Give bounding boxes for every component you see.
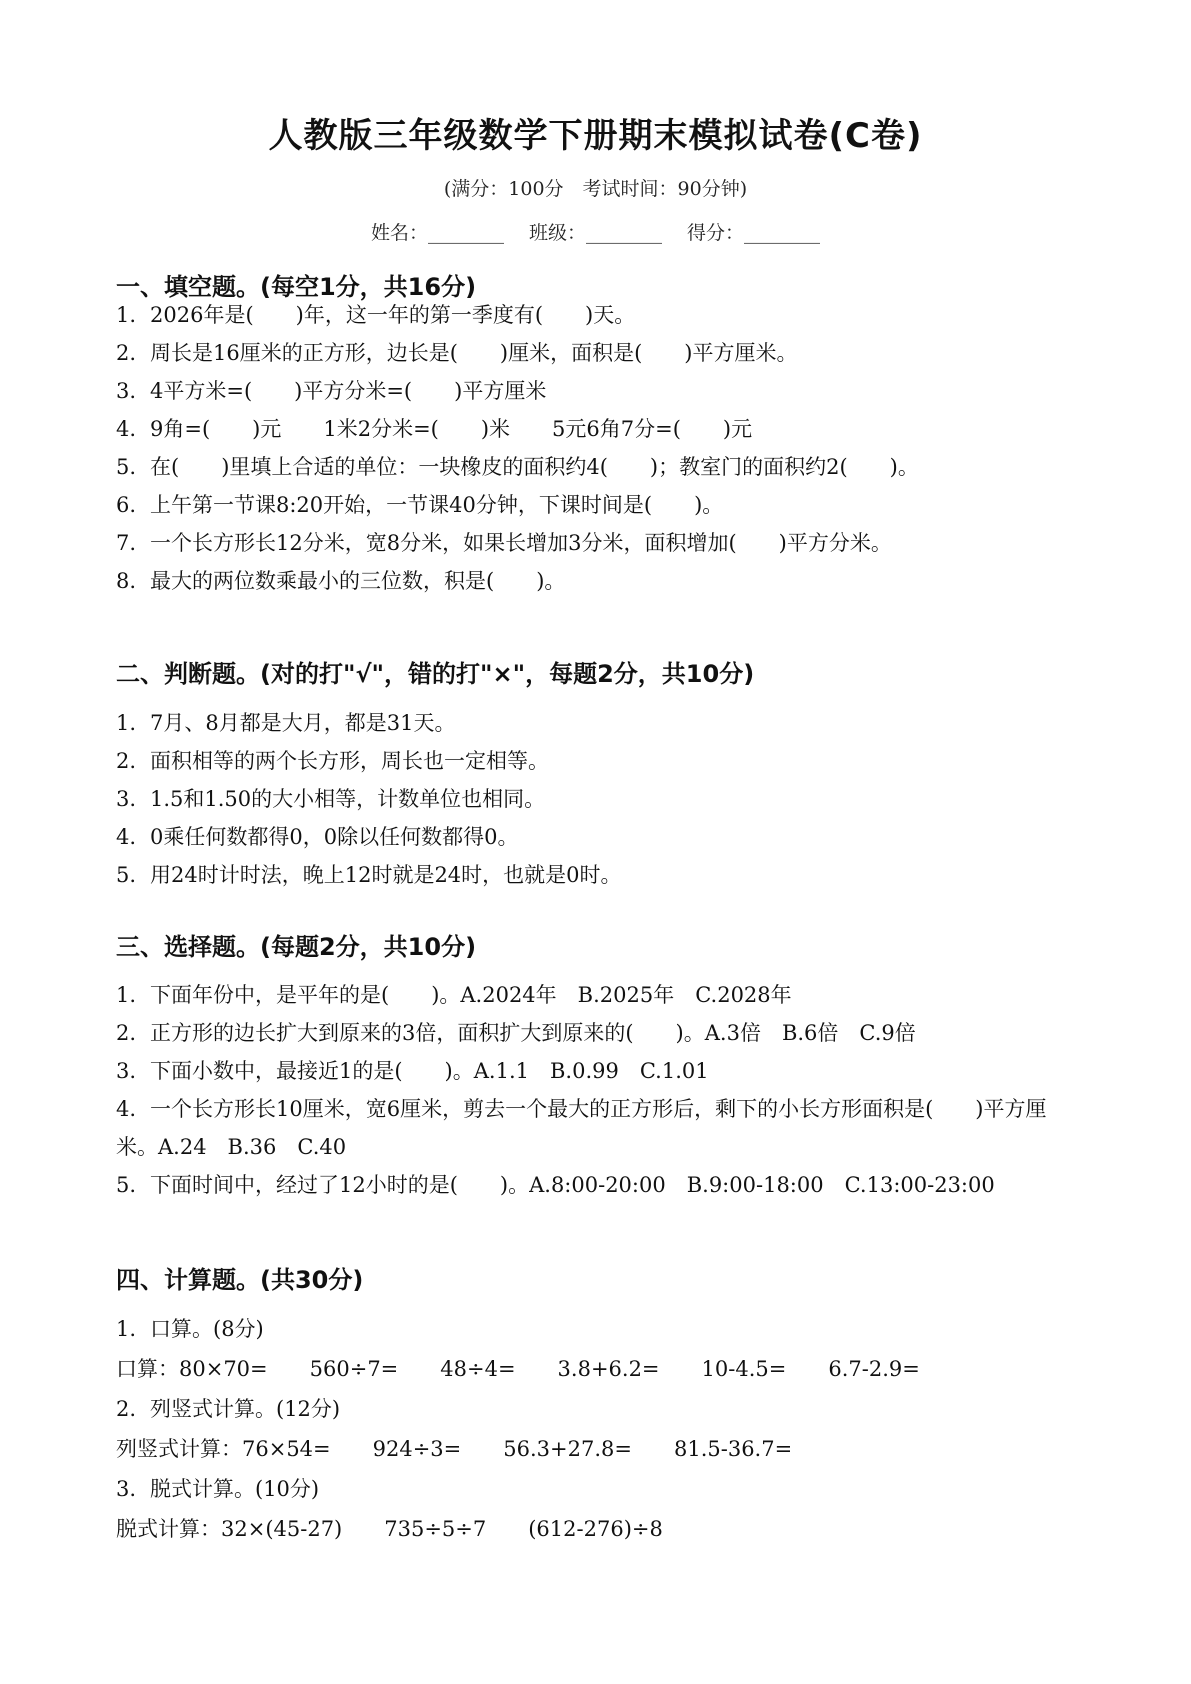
question-text: 9角=( )元 1米2分米=( )米 5元6角7分=( )元 (150, 417, 753, 441)
question-item (116, 448, 1076, 486)
calc-line: 脱式计算：32×(45-27) 735÷5÷7 (612-276)÷8 (116, 1517, 663, 1541)
question-text: 周长是16厘米的正方形，边长是( )厘米，面积是( )平方厘米。 (150, 341, 798, 365)
question-item (116, 1052, 1076, 1090)
question-text: 0乘任何数都得0，0除以任何数都得0。 (150, 825, 519, 849)
question-number: 1. (116, 711, 137, 735)
question-item (116, 524, 1076, 562)
student-info-line: 姓名：________ 班级：________ 得分：________ (370, 222, 821, 244)
question-item (116, 856, 1076, 894)
question-item (116, 410, 1076, 448)
question-item (116, 1014, 1076, 1052)
question-number: 6. (116, 493, 137, 517)
question-number: 5. (116, 1173, 137, 1197)
question-item (116, 976, 1076, 1014)
question-text: 上午第一节课8:20开始，一节课40分钟，下课时间是( )。 (150, 493, 724, 517)
question-text: 2026年是( )年，这一年的第一季度有( )天。 (150, 303, 636, 327)
question-text: 1.5和1.50的大小相等，计数单位也相同。 (150, 787, 546, 811)
section-heading: 四、计算题。(共30分) (116, 1266, 364, 1294)
question-text: 下面年份中，是平年的是( )。A.2024年 B.2025年 C.2028年 (150, 983, 792, 1007)
question-item (116, 818, 1076, 856)
question-number: 5. (116, 455, 137, 479)
question-item (116, 1390, 1076, 1428)
question-text: 用24时计时法，晚上12时就是24时，也就是0时。 (150, 863, 622, 887)
question-item (116, 1166, 1076, 1204)
question-item (116, 1090, 1076, 1166)
question-number: 3. (116, 379, 137, 403)
question-item (116, 1470, 1076, 1508)
question-number: 2. (116, 341, 137, 365)
question-text: 一个长方形长12分米，宽8分米，如果长增加3分米，面积增加( )平方分米。 (150, 531, 892, 555)
question-number: 2. (116, 749, 137, 773)
question-text: 口算。(8分) (150, 1317, 264, 1341)
page-title: 人教版三年级数学下册期末模拟试卷(C卷) (268, 116, 923, 156)
question-text: 在( )里填上合适的单位：一块橡皮的面积约4( )；教室门的面积约2( )。 (150, 455, 919, 479)
question-text: 下面小数中，最接近1的是( )。A.1.1 B.0.99 C.1.01 (150, 1059, 709, 1083)
question-number: 8. (116, 569, 137, 593)
question-text: 7月、8月都是大月，都是31天。 (150, 711, 456, 735)
question-number: 3. (116, 1477, 137, 1501)
calc-line: 列竖式计算：76×54= 924÷3= 56.3+27.8= 81.5-36.7= (116, 1437, 793, 1461)
section-heading: 三、选择题。(每题2分，共10分) (116, 933, 477, 961)
question-number: 1. (116, 983, 137, 1007)
question-number: 3. (116, 1059, 137, 1083)
section-heading: 二、判断题。(对的打"√"，错的打"×"，每题2分，共10分) (116, 660, 755, 688)
question-number: 5. (116, 863, 137, 887)
question-item (116, 1310, 1076, 1348)
question-item (116, 704, 1076, 742)
question-item (116, 296, 1076, 334)
question-item (116, 372, 1076, 410)
question-text: 面积相等的两个长方形，周长也一定相等。 (150, 749, 549, 773)
question-text: 脱式计算。(10分) (150, 1477, 320, 1501)
exam-meta: (满分：100分 考试时间：90分钟) (443, 178, 748, 200)
section-heading: 一、填空题。(每空1分，共16分) (116, 273, 477, 301)
question-number: 2. (116, 1397, 137, 1421)
question-number: 3. (116, 787, 137, 811)
question-number: 4. (116, 1097, 137, 1121)
question-text: 4平方米=( )平方分米=( )平方厘米 (150, 379, 547, 403)
question-number: 4. (116, 417, 137, 441)
question-number: 1. (116, 1317, 137, 1341)
question-text: 一个长方形长10厘米，宽6厘米，剪去一个最大的正方形后，剩下的小长方形面积是( )平方厘米。A.24 B.36 C.40 (116, 1097, 1047, 1159)
question-text: 列竖式计算。(12分) (150, 1397, 341, 1421)
question-item (116, 780, 1076, 818)
question-text: 下面时间中，经过了12小时的是( )。A.8:00-20:00 B.9:00-18:00 C.13:00-23:00 (150, 1173, 995, 1197)
question-text: 最大的两位数乘最小的三位数，积是( )。 (150, 569, 566, 593)
question-item (116, 334, 1076, 372)
question-item (116, 486, 1076, 524)
calc-line: 口算：80×70= 560÷7= 48÷4= 3.8+6.2= 10-4.5= 6.7-2.9= (116, 1357, 920, 1381)
question-number: 4. (116, 825, 137, 849)
question-item (116, 742, 1076, 780)
question-text: 正方形的边长扩大到原来的3倍，面积扩大到原来的( )。A.3倍 B.6倍 C.9倍 (150, 1021, 916, 1045)
question-number: 7. (116, 531, 137, 555)
question-item (116, 562, 1076, 600)
question-number: 1. (116, 303, 137, 327)
question-number: 2. (116, 1021, 137, 1045)
